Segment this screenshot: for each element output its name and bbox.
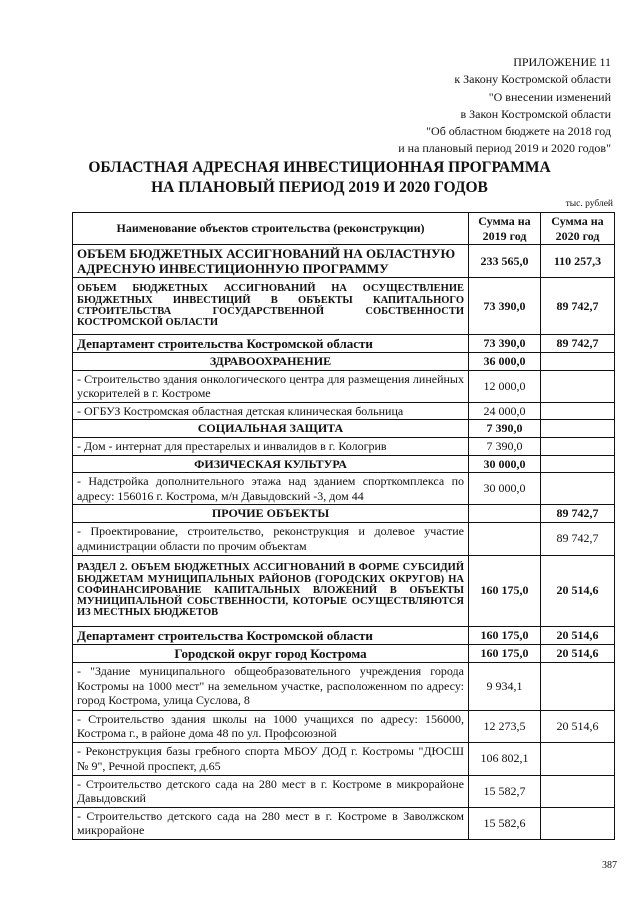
appendix-line: к Закону Костромской области	[454, 72, 611, 87]
row-2020-value	[541, 402, 615, 420]
row-2019-value: 7 390,0	[469, 437, 541, 455]
row-2019-value: 160 175,0	[469, 644, 541, 662]
unit-label: тыс. рублей	[565, 199, 613, 209]
row-2019-value	[469, 505, 541, 523]
row-2020-value: 89 742,7	[541, 278, 615, 335]
row-2019-value: 233 565,0	[469, 245, 541, 278]
table-row	[73, 455, 615, 473]
row-2020-value: 20 514,6	[541, 644, 615, 662]
table-header-row	[73, 213, 615, 245]
appendix-line: "Об областном бюджете на 2018 год	[426, 124, 611, 139]
row-2019-value: 106 802,1	[469, 742, 541, 775]
row-name: - Реконструкция базы гребного спорта МБОУ ДОД г. Костромы "ДЮСШ № 9", Речной проспект, д.65	[73, 742, 469, 775]
table-row	[73, 437, 615, 455]
row-name: СОЦИАЛЬНАЯ ЗАЩИТА	[73, 420, 469, 438]
page-number: 387	[602, 860, 617, 871]
row-2020-value	[541, 370, 615, 402]
header-name: Наименование объектов строительства (реконструкции)	[73, 213, 469, 245]
table-row	[73, 644, 615, 662]
row-2019-value: 15 582,7	[469, 775, 541, 807]
row-name: - Дом - интернат для престарелых и инвалидов в г. Кологрив	[73, 437, 469, 455]
table-row	[73, 370, 615, 402]
row-name: - "Здание муниципального общеобразовательного учреждения города Костромы на 1000 мест" на земельном участке, расположенном по адресу: город Кострома, улица Суслова, 8	[73, 662, 469, 710]
document-title	[0, 158, 639, 198]
row-name: ОБЪЕМ БЮДЖЕТНЫХ АССИГНОВАНИЙ НА ОСУЩЕСТВЛЕНИЕ БЮДЖЕТНЫХ ИНВЕСТИЦИЙ В ОБЪЕКТЫ КАПИТАЛЬНОГО СТРОИТЕЛЬСТВА ГОСУДАРСТВЕННОЙ СОБСТВЕННОСТИ КОСТРОМСКОЙ ОБЛАСТИ	[73, 278, 469, 335]
row-name: - Проектирование, строительство, реконструкция и долевое участие администрации области по прочим объектам	[73, 522, 469, 555]
row-2020-value: 20 514,6	[541, 626, 615, 644]
row-name: Департамент строительства Костромской области	[73, 626, 469, 644]
table-row	[73, 278, 615, 335]
table-row	[73, 402, 615, 420]
row-2019-value: 30 000,0	[469, 473, 541, 505]
table-row	[73, 710, 615, 742]
row-2020-value	[541, 775, 615, 807]
row-2020-value: 110 257,3	[541, 245, 615, 278]
row-2019-value: 160 175,0	[469, 626, 541, 644]
table-row	[73, 555, 615, 626]
table-row	[73, 775, 615, 807]
row-name: - Строительство здания онкологического центра для размещения линейных ускорителей в г. Костроме	[73, 370, 469, 402]
row-name: ПРОЧИЕ ОБЪЕКТЫ	[73, 505, 469, 523]
table-row	[73, 742, 615, 775]
row-2020-value: 89 742,7	[541, 522, 615, 555]
row-2019-value	[469, 522, 541, 555]
row-name: ФИЗИЧЕСКАЯ КУЛЬТУРА	[73, 455, 469, 473]
row-2019-value: 12 273,5	[469, 710, 541, 742]
row-name: - Строительство детского сада на 280 мест в г. Костроме в микрорайоне Давыдовский	[73, 775, 469, 807]
row-name: ОБЪЕМ БЮДЖЕТНЫХ АССИГНОВАНИЙ НА ОБЛАСТНУЮ АДРЕСНУЮ ИНВЕСТИЦИОННУЮ ПРОГРАММУ	[73, 245, 469, 278]
row-name: РАЗДЕЛ 2. ОБЪЕМ БЮДЖЕТНЫХ АССИГНОВАНИЙ В ФОРМЕ СУБСИДИЙ БЮДЖЕТАМ МУНИЦИПАЛЬНЫХ РАЙОНОВ (ГОРОДСКИХ ОКРУГОВ) НА СОФИНАНСИРОВАНИЕ КАПИТАЛЬНЫХ ВЛОЖЕНИЙ В ОБЪЕКТЫ МУНИЦИПАЛЬНОЙ СОБСТВЕННОСТИ, КОТОРЫЕ ОСУЩЕСТВЛЯЮТСЯ ИЗ МЕСТНЫХ БЮДЖЕТОВ	[73, 555, 469, 626]
row-name: ЗДРАВООХРАНЕНИЕ	[73, 353, 469, 371]
row-2019-value: 9 934,1	[469, 662, 541, 710]
header-2020: Сумма на 2020 год	[541, 213, 615, 245]
row-name: - Надстройка дополнительного этажа над зданием спорткомплекса по адресу: 156016 г. Кострома, м/н Давыдовский -3, дом 44	[73, 473, 469, 505]
row-2020-value	[541, 353, 615, 371]
row-2019-value: 30 000,0	[469, 455, 541, 473]
investment-table	[72, 212, 615, 840]
table-row	[73, 505, 615, 523]
table-row	[73, 662, 615, 710]
row-2020-value: 20 514,6	[541, 710, 615, 742]
appendix-line: и на плановый период 2019 и 2020 годов"	[398, 141, 611, 156]
table-row	[73, 420, 615, 438]
row-2020-value	[541, 807, 615, 839]
row-2019-value: 7 390,0	[469, 420, 541, 438]
title-line: НА ПЛАНОВЫЙ ПЕРИОД 2019 И 2020 ГОДОВ	[151, 179, 488, 196]
row-2019-value: 160 175,0	[469, 555, 541, 626]
row-2019-value: 73 390,0	[469, 335, 541, 353]
row-name: - Строительство детского сада на 280 мест в г. Костроме в Заволжском микрорайоне	[73, 807, 469, 839]
table-row	[73, 353, 615, 371]
row-2020-value	[541, 662, 615, 710]
row-2019-value: 24 000,0	[469, 402, 541, 420]
row-2019-value: 36 000,0	[469, 353, 541, 371]
table-row	[73, 245, 615, 278]
row-2020-value: 20 514,6	[541, 555, 615, 626]
table-row	[73, 335, 615, 353]
row-name: - ОГБУЗ Костромская областная детская клиническая больница	[73, 402, 469, 420]
table-row	[73, 522, 615, 555]
row-2019-value: 12 000,0	[469, 370, 541, 402]
table-row	[73, 626, 615, 644]
row-name: - Строительство здания школы на 1000 учащихся по адресу: 156000, Кострома г., в районе дома 48 по ул. Профсоюзной	[73, 710, 469, 742]
row-2020-value	[541, 473, 615, 505]
row-2019-value: 15 582,6	[469, 807, 541, 839]
appendix-line: в Закон Костромской области	[460, 106, 611, 121]
table-row	[73, 473, 615, 505]
table-row	[73, 807, 615, 839]
row-2020-value	[541, 437, 615, 455]
row-2020-value: 89 742,7	[541, 505, 615, 523]
header-2019: Сумма на 2019 год	[469, 213, 541, 245]
row-name: Департамент строительства Костромской области	[73, 335, 469, 353]
appendix-line: "О внесении изменений	[488, 89, 611, 104]
appendix-line: ПРИЛОЖЕНИЕ 11	[513, 55, 611, 69]
appendix-header	[398, 54, 611, 158]
row-2020-value: 89 742,7	[541, 335, 615, 353]
title-line: ОБЛАСТНАЯ АДРЕСНАЯ ИНВЕСТИЦИОННАЯ ПРОГРАММА	[88, 159, 551, 176]
row-2019-value: 73 390,0	[469, 278, 541, 335]
row-2020-value	[541, 420, 615, 438]
row-2020-value	[541, 742, 615, 775]
row-name: Городской округ город Кострома	[73, 644, 469, 662]
row-2020-value	[541, 455, 615, 473]
